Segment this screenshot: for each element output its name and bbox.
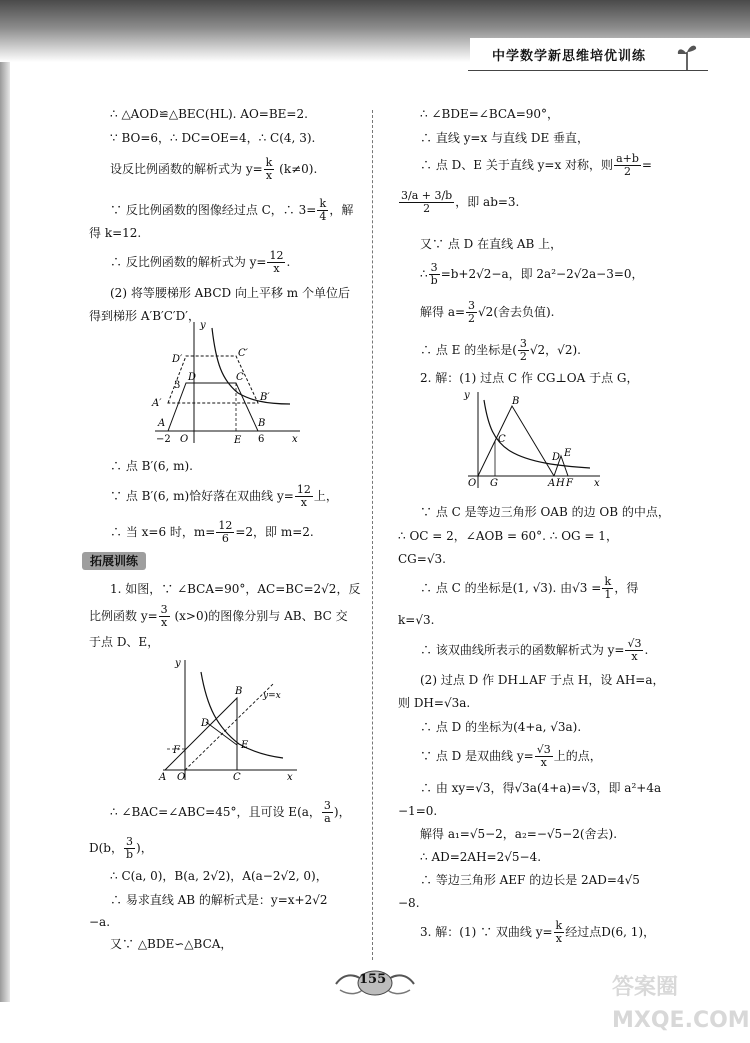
fig1-label: C′: [238, 348, 248, 359]
line-y-eq-x: [185, 684, 273, 770]
fig3-label: B: [235, 686, 243, 697]
figure-equilateral: [460, 386, 610, 496]
text-line: 比例函数 y= $\frac{3}{x}$ (x>0)的图像分别与 AB、BC 交: [89, 603, 348, 629]
fig1-label: D′: [172, 354, 183, 365]
text-line: −a.: [89, 915, 111, 929]
text-line: 又∵ 点 D 在直线 AB 上，: [420, 237, 563, 251]
text-line: ∴ OC = 2，∠AOB = 60°. ∴ OG = 1，: [398, 529, 618, 543]
text-line: CG=√3.: [398, 552, 446, 566]
text-line: 则 DH=√3a.: [398, 696, 471, 710]
fig2-label: F: [566, 478, 573, 489]
section-tag: 拓展训练: [82, 552, 146, 570]
fig2-label: D: [552, 452, 561, 463]
fig3-label: O: [177, 772, 186, 782]
fig1-label: 6: [258, 434, 265, 445]
text-line: ∴ 由 xy=√3，得√3a(4+a)=√3，即 a²+4a: [420, 781, 662, 795]
text-line: 又∵ △BDE∽△BCA，: [110, 937, 233, 951]
fig2-label: y: [464, 390, 470, 401]
page-number: 155: [359, 972, 387, 987]
text-line: ∴ 点 C 的坐标是(1, √3). 由√3 = $\frac{k}{1}$ ，得: [420, 575, 639, 601]
text-line: ∴ 点 D、E 关于直线 y=x 对称，则 $\frac{a+b}{2}$ =: [420, 152, 652, 178]
text-line: ∴ 点 B′(6, m).: [110, 459, 193, 473]
page-number-ornament: [332, 962, 418, 1002]
fig3-label: D: [201, 718, 210, 729]
header-rule: [468, 70, 708, 71]
text-line: 2. 解：(1) 过点 C 作 CG⊥OA 于点 G，: [420, 371, 639, 385]
watermark-url: MXQE.COM: [612, 1008, 750, 1033]
fig1-label: 3: [174, 380, 181, 391]
fig1-label: B: [258, 418, 266, 429]
text-line: 于点 D、E，: [89, 635, 160, 649]
text-line: ∴ AD=2AH=2√5−4.: [420, 850, 542, 864]
watermark-logo: 答案圈: [612, 975, 679, 1000]
figure-trapezoid: [150, 318, 310, 448]
fig3-label: x: [287, 772, 293, 782]
triangle-abc: [165, 698, 237, 770]
text-line: ∵ 点 D 是双曲线 y= $\frac{√3}{x}$ 上的点，: [420, 743, 602, 769]
text-line: (2) 过点 D 作 DH⊥AF 于点 H，设 AH=a，: [420, 673, 665, 687]
fig1-label: C: [236, 372, 244, 383]
fig3-label: C: [233, 772, 241, 782]
text-line: 得 k=12.: [89, 226, 142, 240]
text-line: 1. 如图，∵ ∠BCA=90°，AC=BC=2√2，反: [110, 582, 361, 596]
text-line: ∴ ∠BDE=∠BCA=90°，: [420, 107, 560, 121]
fig2-label: O: [468, 478, 477, 489]
text-line: ∴ 点 E 的坐标是( $\frac{3}{2}$ √2，√2).: [420, 337, 581, 363]
figure-triangle: [155, 652, 305, 782]
fig1-label: A: [158, 418, 166, 429]
fig1-label: A′: [152, 398, 162, 409]
text-line: ∴ 点 D 的坐标为(4+a, √3a).: [420, 720, 582, 734]
text-line: ∴ 等边三角形 AEF 的边长是 2AD=4√5: [420, 873, 640, 887]
triangle-oab: [478, 406, 554, 476]
text-line: $\frac{3/a + 3/b}{2}$ ，即 ab=3.: [401, 189, 520, 215]
text-line: ∴ ∠BAC=∠ABC=45°，且可设 E(a， $\frac{3}{a}$ )，: [110, 799, 351, 825]
fig2-label: B: [512, 396, 520, 407]
fig1-label: x: [292, 434, 298, 445]
fig2-label: A: [548, 478, 556, 489]
text-line: 得到梯形 A′B′C′D′，: [89, 309, 201, 323]
text-line: 3. 解：(1) ∵ 双曲线 y= $\frac{k}{x}$ 经过点D(6, 1)，: [420, 919, 656, 945]
text-line: ∴ 反比例函数的解析式为 y= $\frac{12}{x}$ .: [110, 249, 291, 275]
fig1-label: D: [188, 372, 197, 383]
text-line: 解得 a₁=√5−2，a₂=−√5−2(舍去).: [420, 827, 618, 841]
sprout-icon: [675, 40, 699, 70]
text-line: 解得 a= $\frac{3}{2}$ √2(舍去负值).: [420, 299, 555, 325]
column-divider: [372, 110, 373, 960]
header-title: 中学数学新思维培优训练: [492, 49, 647, 64]
fig2-label: G: [490, 478, 498, 489]
text-line: −8.: [398, 896, 420, 910]
text-line: D(b， $\frac{3}{b}$ )，: [89, 835, 153, 861]
fig1-label: B′: [260, 392, 270, 403]
fig2-label: x: [594, 478, 600, 489]
fig3-label: F: [173, 745, 180, 756]
fig3-label: E: [241, 740, 249, 751]
text-line: k=√3.: [398, 613, 435, 627]
text-line: ∴ 易求直线 AB 的解析式是：y=x+2√2: [110, 893, 328, 907]
fig2-label: H: [556, 478, 565, 489]
fig2-label: E: [564, 448, 572, 459]
text-line: ∴ 该双曲线所表示的函数解析式为 y= $\frac{√3}{x}$ .: [420, 637, 649, 663]
text-line: ∴ 直线 y=x 与直线 DE 垂直，: [420, 131, 590, 145]
text-line: −1=0.: [398, 804, 438, 818]
fig3-label: A: [159, 772, 167, 782]
fig3-label: y: [175, 658, 181, 669]
fig2-label: C: [498, 434, 506, 445]
text-line: ∵ 反比例函数的图像经过点 C，∴ 3= $\frac{k}{4}$ ，解: [110, 197, 354, 223]
text-line: ∵ 点 C 是等边三角形 OAB 的边 OB 的中点，: [420, 505, 670, 519]
text-line: ∴ △AOD≌△BEC(HL). AO=BE=2.: [110, 107, 308, 121]
text-line: (2) 将等腰梯形 ABCD 向上平移 m 个单位后: [110, 286, 350, 300]
fig1-label: y: [200, 320, 206, 331]
text-line: ∴ 当 x=6 时，m= $\frac{12}{6}$ =2，即 m=2.: [110, 519, 314, 545]
text-line: ∴ $\frac{3}{b}$ =b+2√2−a，即 2a²−2√2a−3=0，: [420, 261, 644, 287]
left-edge-shadow: [0, 62, 10, 1002]
text-line: 设反比例函数的解析式为 y= $\frac{k}{x}$ (k≠0).: [110, 156, 318, 182]
fig3-label: y=x: [263, 691, 281, 701]
fig1-label: −2: [156, 434, 171, 445]
fig1-label: E: [234, 435, 242, 446]
text-line: ∵ 点 B′(6, m)恰好落在双曲线 y= $\frac{12}{x}$ 上，: [110, 483, 338, 509]
hyperbola: [212, 328, 290, 404]
text-line: ∵ BO=6，∴ DC=OE=4，∴ C(4, 3).: [110, 131, 316, 145]
trapezoid-abcd: [168, 383, 258, 431]
text-line: ∴ C(a, 0)，B(a, 2√2)，A(a−2√2, 0)，: [110, 869, 328, 883]
fig1-label: O: [180, 434, 189, 445]
